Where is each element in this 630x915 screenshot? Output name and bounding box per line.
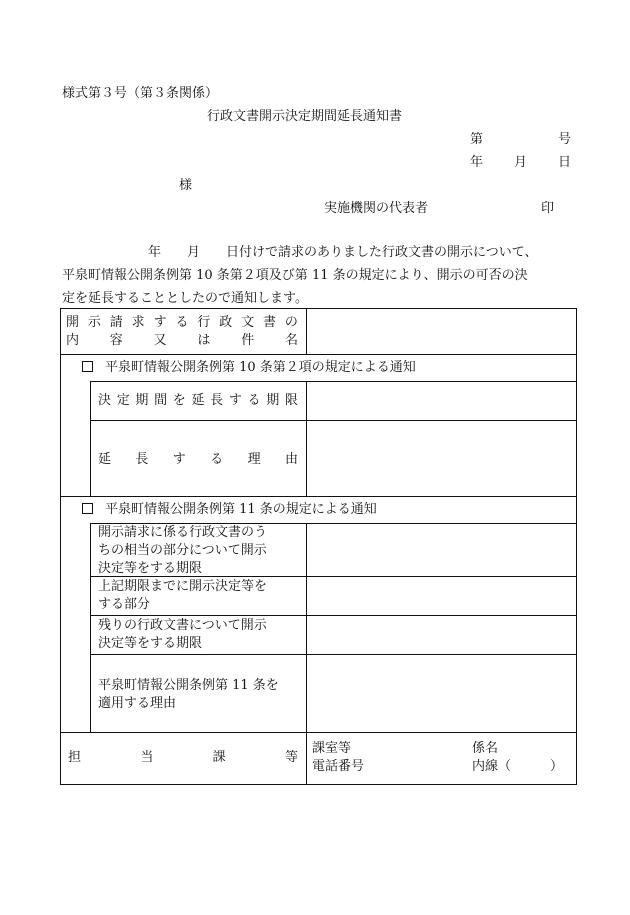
addressee-suffix: 様: [179, 178, 193, 193]
date-month: 月: [514, 155, 528, 170]
notice-form-table: [60, 308, 577, 785]
section-name-label: 課室等: [312, 741, 352, 756]
form-number: 様式第３号（第３条関係）: [62, 86, 219, 101]
article11-reason-label: 平泉町情報公開条例第 11 条を 適用する理由: [98, 678, 279, 711]
notice-line-3: 定を延長することとしたので通知します。: [62, 291, 308, 306]
section-2-heading: 平泉町情報公開条例第 11 条の規定による通知: [82, 501, 377, 519]
checkbox-icon[interactable]: [82, 361, 93, 372]
number-prefix: 第: [470, 132, 484, 147]
document-title: 行政文書開示決定期間延長通知書: [207, 109, 403, 124]
checkbox-icon[interactable]: [82, 503, 93, 514]
extension-reason-label: 延 長 す る 理 由: [98, 452, 298, 467]
partial-deadline-label: 開示請求に係る行政文書のう ちの相当の部分について開示 決定等をする期限: [98, 525, 268, 576]
extension-deadline-label: 決 定 期 間 を 延 長 す る 期 限: [98, 393, 298, 408]
section-1-heading: 平泉町情報公開条例第 10 条第２項の規定による通知: [82, 359, 416, 377]
extension-number-label: 内線（ ）: [472, 759, 564, 774]
notice-body: [62, 241, 582, 310]
seal-mark: 印: [541, 201, 555, 216]
department-label: 担 当 課 等: [68, 750, 298, 765]
portion-label: 上記期限までに開示決定等を する部分: [98, 579, 268, 612]
remaining-deadline-label: 残りの行政文書について開示 決定等をする期限: [98, 618, 267, 651]
request-label-line-1: 開 示 請 求 す る 行 政 文 書 の: [66, 315, 298, 330]
unit-name-label: 係名: [472, 741, 499, 756]
phone-number-label: 電話番号: [312, 759, 365, 774]
notice-line-1: 年 月 日付けで請求のありました行政文書の開示について、: [148, 245, 538, 260]
sender-title: 実施機関の代表者: [324, 201, 429, 216]
notice-line-2: 平泉町情報公開条例第 10 条第２項及び第 11 条の規定により、開示の可否の決: [62, 268, 528, 283]
date-day: 日: [558, 155, 572, 170]
number-suffix: 号: [558, 132, 572, 147]
request-label-line-2: 内 容 又 は 件 名: [66, 333, 298, 348]
date-year: 年: [470, 155, 484, 170]
